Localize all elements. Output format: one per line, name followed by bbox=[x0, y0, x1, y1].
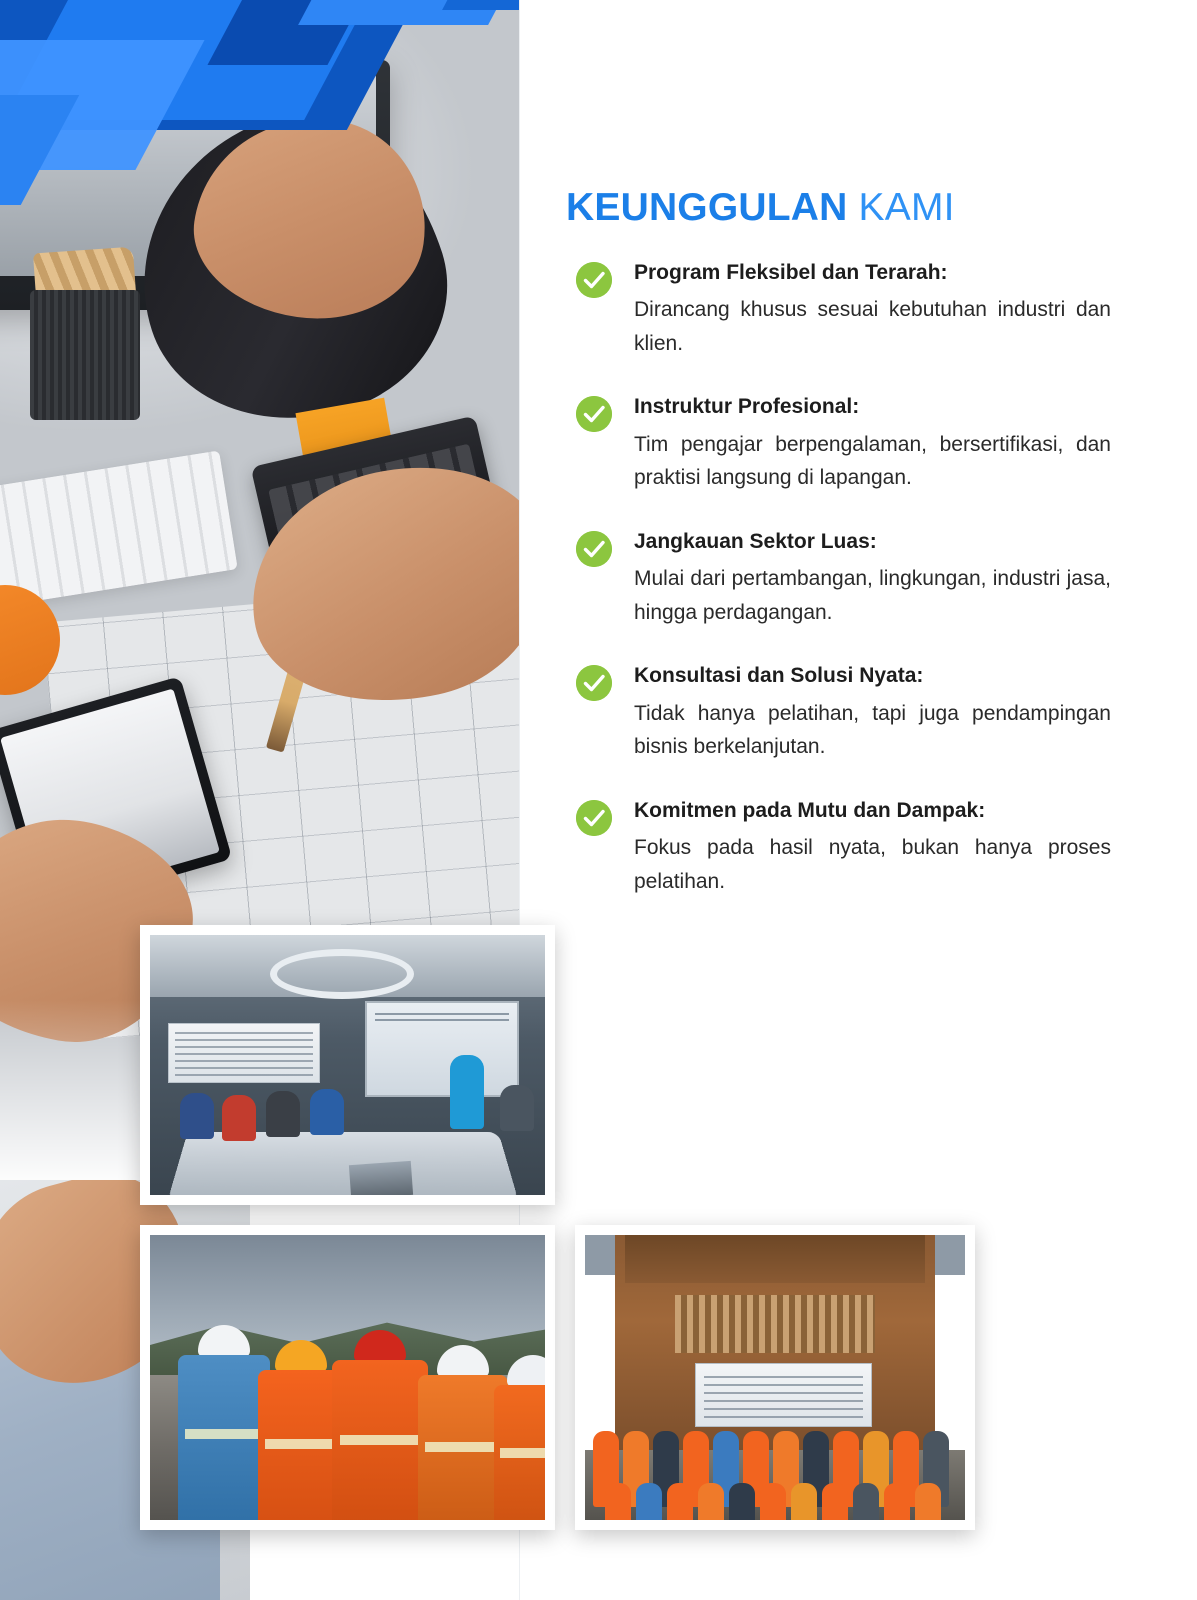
pencil-holder-shape bbox=[30, 290, 140, 420]
check-circle-icon bbox=[576, 396, 612, 432]
list-item-title: Konsultasi dan Solusi Nyata: bbox=[634, 664, 924, 688]
field-workers-photo bbox=[140, 1225, 555, 1530]
list-item-body: Fokus pada hasil nyata, bukan hanya proses pelatihan. bbox=[634, 836, 1111, 893]
page-title-light: KAMI bbox=[858, 186, 955, 229]
list-item bbox=[566, 529, 1111, 629]
list-item-title: Jangkauan Sektor Luas: bbox=[634, 529, 877, 553]
list-item bbox=[566, 260, 1111, 360]
list-item-title: Komitmen pada Mutu dan Dampak: bbox=[634, 798, 986, 822]
list-item-title: Program Fleksibel dan Terarah: bbox=[634, 261, 948, 284]
list-item bbox=[566, 798, 1111, 898]
meeting-room-photo bbox=[140, 925, 555, 1205]
list-item-body: Mulai dari pertambangan, lingkungan, industri jasa, hingga perdagangan. bbox=[634, 567, 1111, 624]
list-item bbox=[566, 394, 1111, 494]
check-circle-icon bbox=[576, 665, 612, 701]
advantages-list bbox=[566, 258, 1111, 932]
list-item-body: Dirancang khusus sesuai kebutuhan industri dan klien. bbox=[634, 298, 1111, 355]
page-title-strong: KEUNGGULAN bbox=[566, 186, 848, 229]
list-item-body: Tidak hanya pelatihan, tapi juga pendampingan bisnis berkelanjutan. bbox=[634, 701, 1111, 759]
page-title bbox=[566, 186, 955, 230]
check-circle-icon bbox=[576, 800, 612, 836]
check-circle-icon bbox=[576, 262, 612, 298]
blue-header-graphic bbox=[0, 0, 520, 210]
list-item-body: Tim pengajar berpengalaman, bersertifikasi, dan praktisi langsung di lapangan. bbox=[634, 432, 1111, 490]
list-item-title: Instruktur Profesional: bbox=[634, 395, 860, 419]
keyboard-shape bbox=[0, 450, 238, 609]
group-training-photo bbox=[575, 1225, 975, 1530]
blue-shape-5 bbox=[442, 0, 520, 10]
check-circle-icon bbox=[576, 531, 612, 567]
list-item bbox=[566, 663, 1111, 763]
